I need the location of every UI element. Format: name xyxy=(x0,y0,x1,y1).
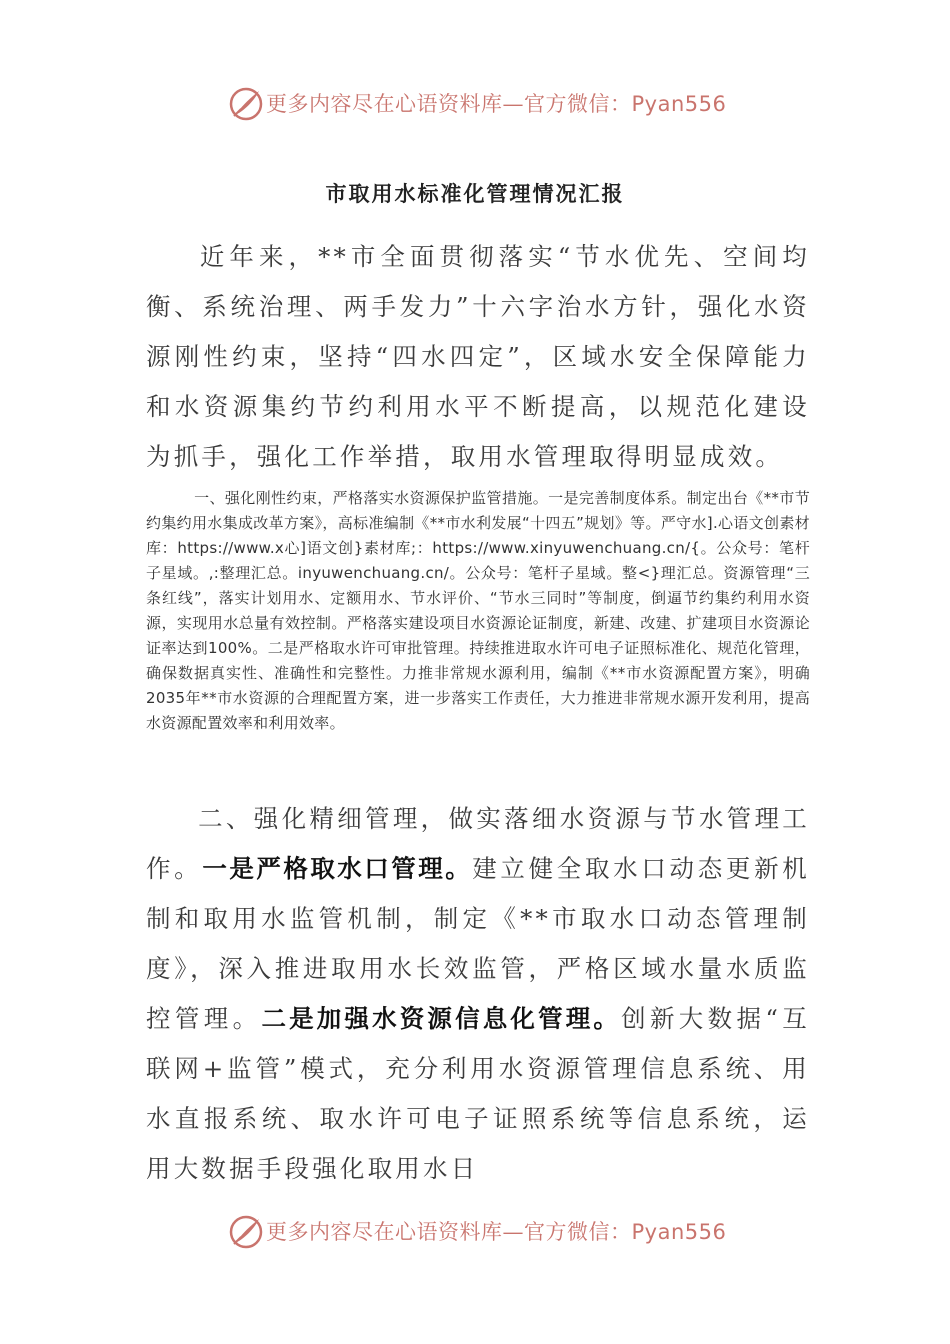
wechat-id: Pyan556 xyxy=(631,92,727,116)
paragraph-section-one: 一、强化刚性约束，严格落实水资源保护监管措施。一是完善制度体系。制定出台《**市节约集约用水集成改革方案》，高标准编制《**市水利发展“十四五”规划》等。严守水].心语文创素材库：https://www.x心]语文创}素材库;：https://www.xinyuwenchuang.cn/{。公众号：笔杆子星域。,:整理汇总。inyuwenchuang.cn/。公众号：笔杆子星域。整<}理汇总。资源管理“三条红线”，落实计划用水、定额用水、节水评价、“节水三同时”等制度，倒逼节约集约利用水资源，实现用水总量有效控制。严格落实建设项目水资源论证制度，新建、改建、扩建项目水资源论证率达到100%。二是严格取水许可审批管理。持续推进取水许可电子证照标准化、规范化管理，确保数据真实性、准确性和完整性。力推非常规水源利用，编制《**市水资源配置方案》，明确2035年**市水资源的合理配置方案，进一步落实工作责任，大力推进非常规水源开发利用，提高水资源配置效率和利用效率。 xyxy=(146,489,810,732)
paragraph-intro: 近年来，**市全面贯彻落实“节水优先、空间均衡、系统治理、两手发力”十六字治水方针，强化水资源刚性约束，坚持“四水四定”，区域水安全保障能力和水资源集约节约利用水平不断提高，以规范化建设为抓手，强化工作举措，取用水管理取得明显成效。 xyxy=(146,242,810,471)
footer-watermark xyxy=(0,1212,950,1252)
bold-point-two: 二是加强水资源信息化管理。 xyxy=(261,1004,622,1033)
watermark-text: 更多内容尽在心语资料库—官方微信：Pyan556 xyxy=(266,1220,727,1244)
watermark-text: 更多内容尽在心语资料库—官方微信：Pyan556 xyxy=(266,92,727,116)
quill-logo-icon xyxy=(228,1214,264,1250)
wechat-id: Pyan556 xyxy=(631,1220,727,1244)
quill-logo-icon xyxy=(228,86,264,122)
page-title: 市取用水标准化管理情况汇报 xyxy=(325,182,625,206)
header-watermark xyxy=(0,84,950,124)
paragraph-section-two: 二、强化精细管理，做实落细水资源与节水管理工作。一是严格取水口管理。建立健全取水口动态更新机制和取用水监管机制，制定《**市取水口动态管理制度》，深入推进取用水长效监管，严格区域水量水质监控管理。二是加强水资源信息化管理。创新大数据“互联网+监管”模式，充分利用水资源管理信息系统、用水直报系统、取水许可电子证照系统等信息系统，运用大数据手段强化取用水日 xyxy=(146,804,810,1183)
bold-point-one: 一是严格取水口管理。 xyxy=(202,854,473,883)
